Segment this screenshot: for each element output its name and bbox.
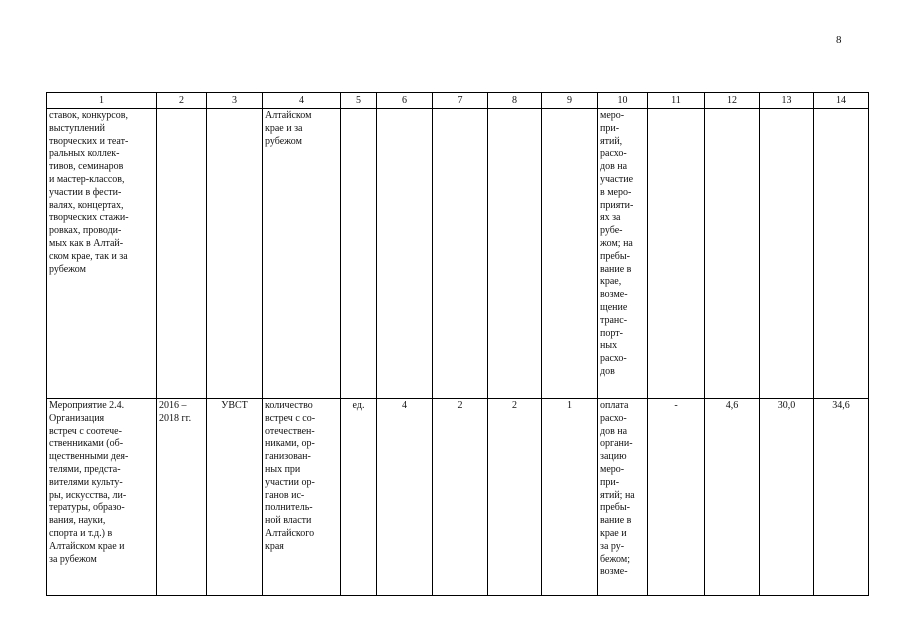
header-cell: 2 [157, 93, 207, 109]
header-row [47, 93, 869, 109]
table-cell [648, 109, 705, 399]
table-cell: меро- при- ятий, расхо- дов на участие в меро- прияти- ях за рубе- жом; на пребы- вание в крае, возме- щение транс- порт- ных расхо- дов [598, 109, 648, 399]
table-cell: 30,0 [760, 399, 814, 596]
header-cell: 1 [47, 93, 157, 109]
table-cell [433, 109, 488, 399]
table-cell: 2 [488, 399, 542, 596]
header-cell: 12 [705, 93, 760, 109]
page-number: 8 [836, 34, 842, 46]
table-cell: 1 [542, 399, 598, 596]
header-cell: 5 [341, 93, 377, 109]
table-cell [542, 109, 598, 399]
header-cell: 10 [598, 93, 648, 109]
table-cell: 4 [377, 399, 433, 596]
table-cell: УВСТ [207, 399, 263, 596]
table-cell: ставок, конкурсов, выступлений творческих и теат- ральных коллек- тивов, семинаров и мастер-классов, участии в фести- валях, концертах, творческих стажи- ровках, проводи- мых как в Алтай- ском крае, так и за рубежом [47, 109, 157, 399]
table-cell [705, 109, 760, 399]
header-cell: 14 [814, 93, 869, 109]
table-cell [377, 109, 433, 399]
table-cell [157, 109, 207, 399]
header-cell: 11 [648, 93, 705, 109]
table-cell: количество встреч с со- отечествен- никами, ор- ганизован- ных при участии ор- ганов ис- полнитель- ной власти Алтайского края [263, 399, 341, 596]
header-cell: 6 [377, 93, 433, 109]
header-cell: 8 [488, 93, 542, 109]
header-cell: 3 [207, 93, 263, 109]
table-cell [814, 109, 869, 399]
table-cell [760, 109, 814, 399]
program-table [46, 92, 869, 596]
table-cell [488, 109, 542, 399]
table-cell: 2016 – 2018 гг. [157, 399, 207, 596]
table-cell: 34,6 [814, 399, 869, 596]
table-cell: - [648, 399, 705, 596]
header-cell: 4 [263, 93, 341, 109]
table-cell: 2 [433, 399, 488, 596]
header-cell: 9 [542, 93, 598, 109]
table-cell: Алтайском крае и за рубежом [263, 109, 341, 399]
table-cell: ед. [341, 399, 377, 596]
header-cell: 13 [760, 93, 814, 109]
table-cell [207, 109, 263, 399]
table-cell: оплата расхо- дов на органи- зацию меро- при- ятий; на пребы- вание в крае и за ру- бежом; возме- [598, 399, 648, 596]
table-row [47, 399, 869, 596]
table-cell [341, 109, 377, 399]
table-cell: Мероприятие 2.4. Организация встреч с соотече- ственниками (об- щественными дея- телями, предста- вителями культу- ры, искусства, ли- тературы, образо- вания, науки, спорта и т.д.) в Алтайском крае и за рубежом [47, 399, 157, 596]
table-row [47, 109, 869, 399]
table-cell: 4,6 [705, 399, 760, 596]
header-cell: 7 [433, 93, 488, 109]
